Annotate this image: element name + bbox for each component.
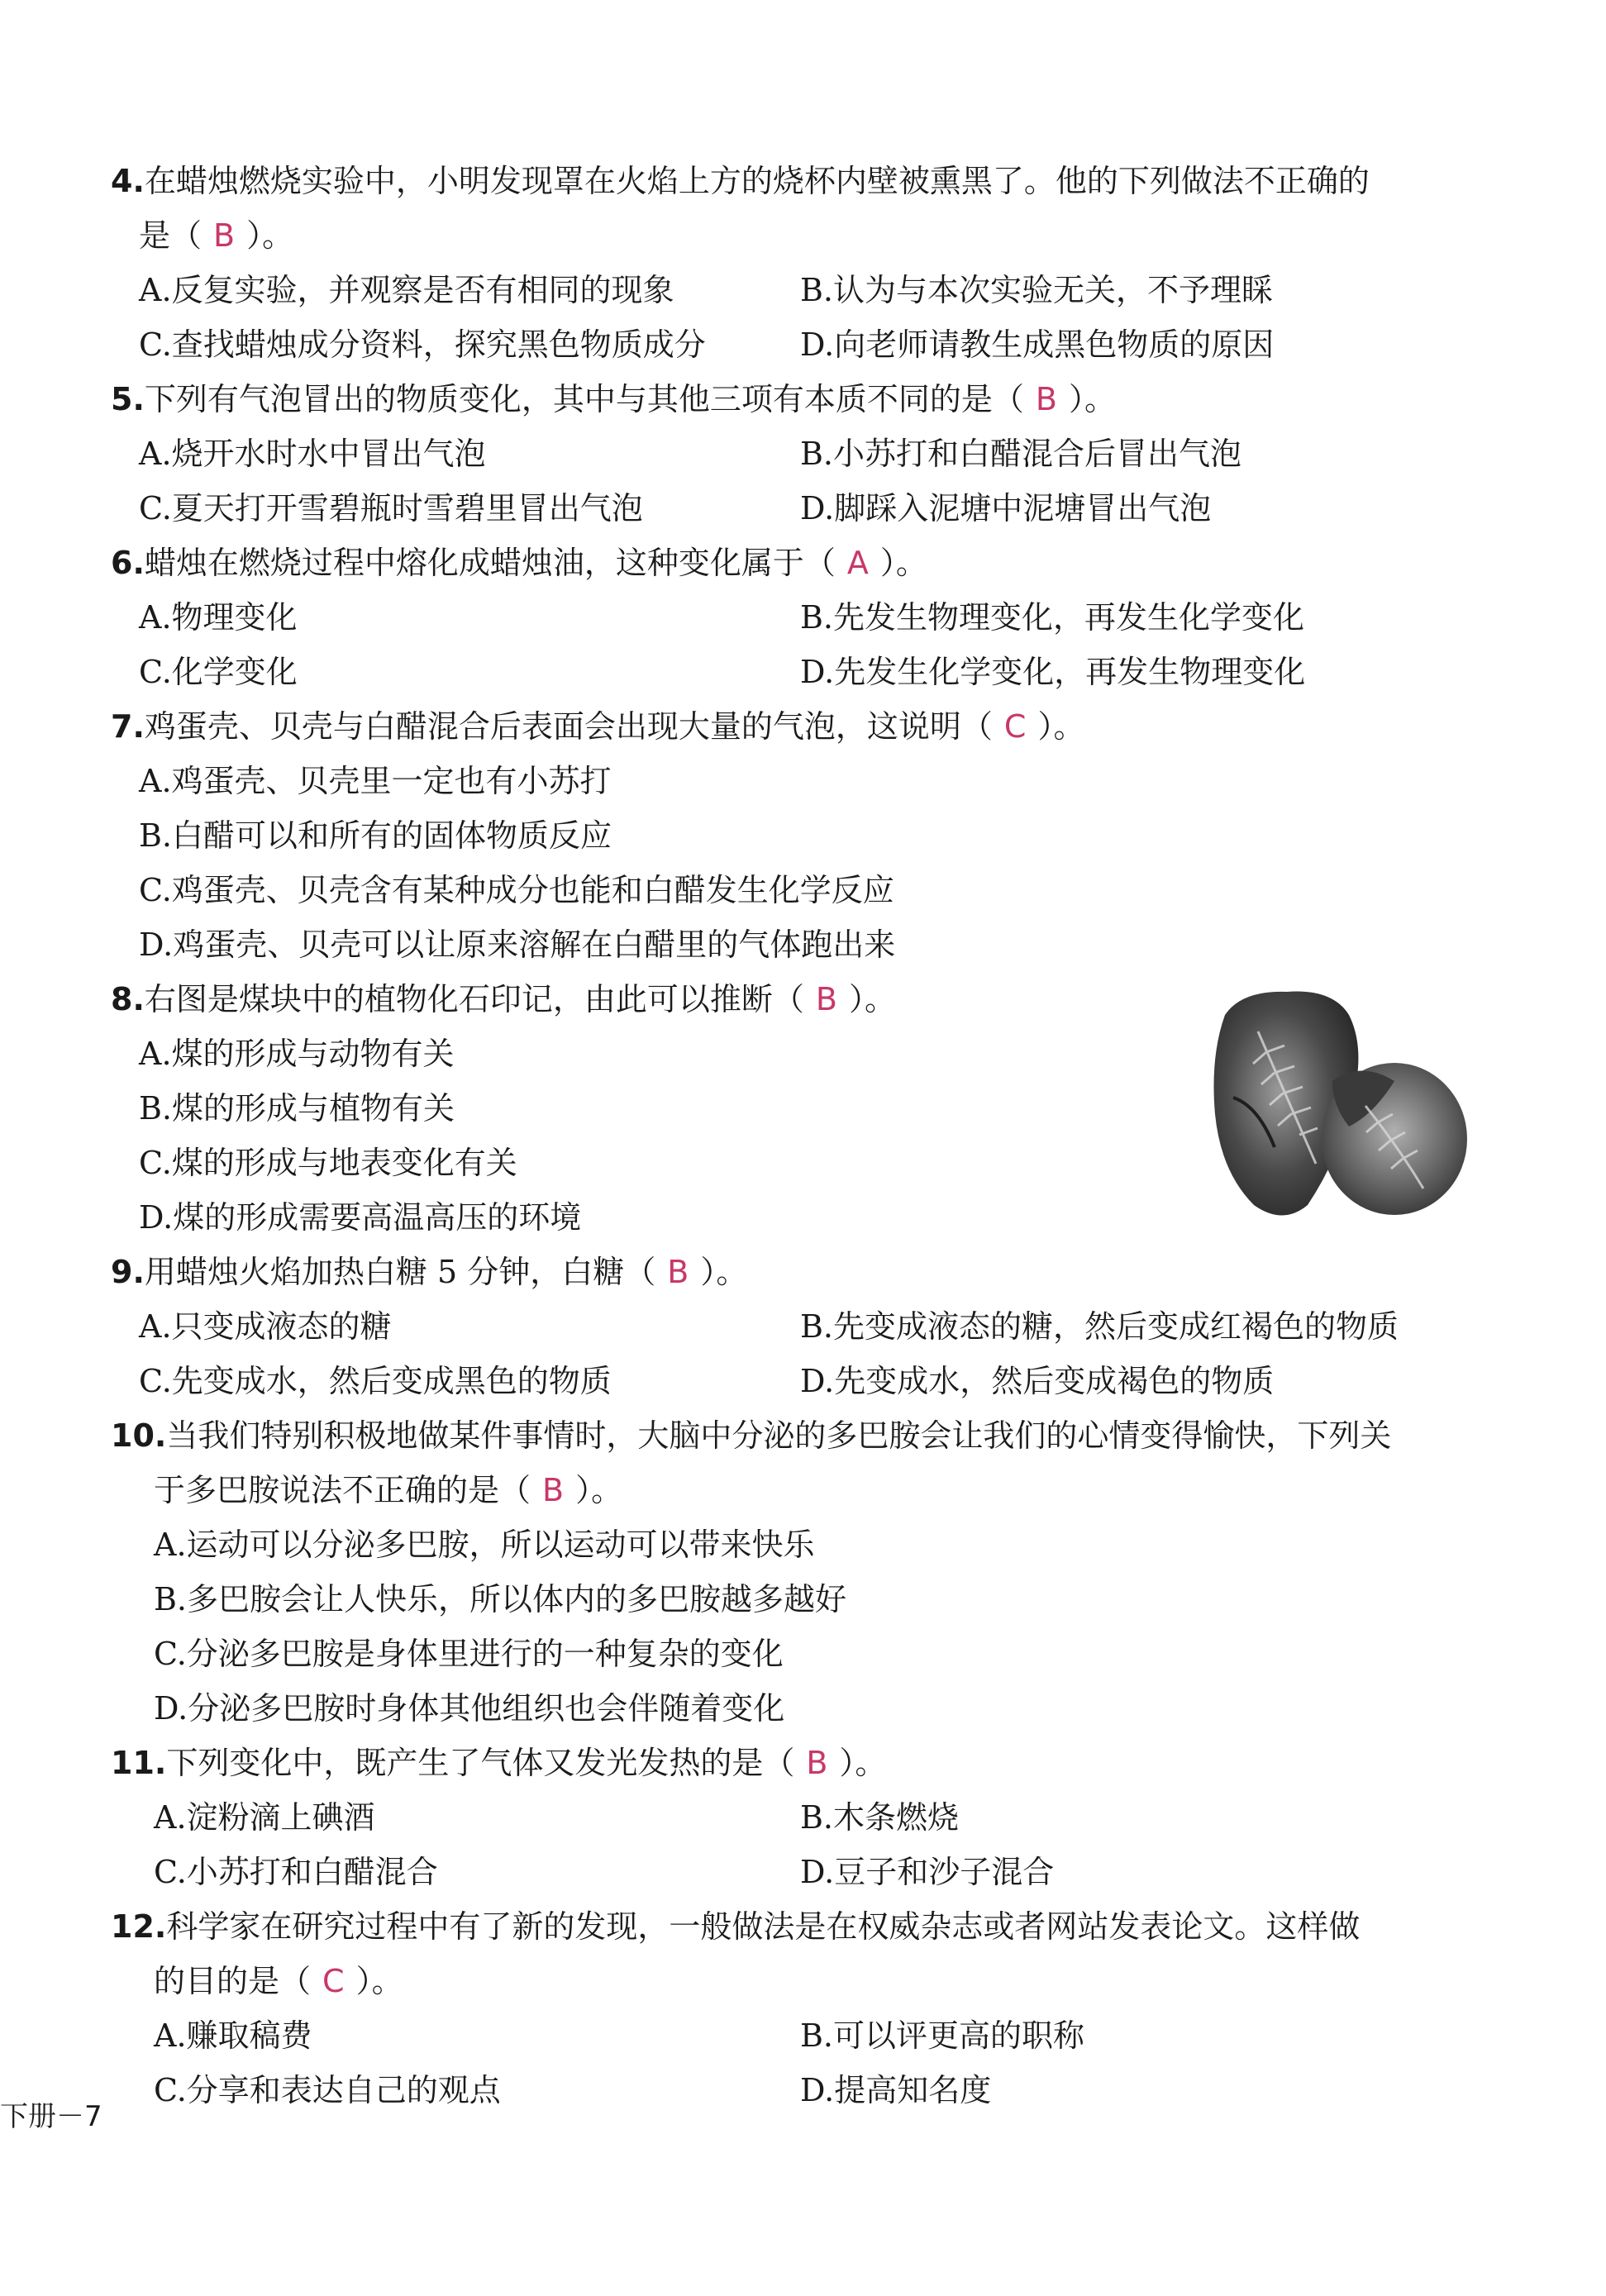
option-d: D.鸡蛋壳、贝壳可以让原来溶解在白醋里的气体跑出来 xyxy=(139,926,896,963)
question-stem-cont: 是（ xyxy=(139,217,203,254)
question-stem-cont: 的目的是（ xyxy=(154,1963,312,1999)
question-stem: 下列有气泡冒出的物质变化，其中与其他三项有本质不同的是（ xyxy=(144,381,1024,417)
question-number: 12. xyxy=(111,1908,167,1945)
question-4 xyxy=(111,154,1466,208)
question-stem: 科学家在研究过程中有了新的发现，一般做法是在权威杂志或者网站发表论文。这样做 xyxy=(166,1908,1361,1945)
bracket-close: ）。 xyxy=(355,1963,403,1999)
coal-fossil-image xyxy=(1208,982,1471,1230)
question-5 xyxy=(111,372,1466,426)
answer-mark: C xyxy=(322,1963,345,1999)
option-b: B.木条燃烧 xyxy=(800,1799,960,1836)
option-c: C.先变成水，然后变成黑色的物质 xyxy=(139,1363,612,1399)
option-a: A.物理变化 xyxy=(139,599,298,636)
option-d: D.先发生化学变化，再发生物理变化 xyxy=(800,654,1306,690)
question-10 xyxy=(111,1408,1466,1463)
question-stem: 蜡烛在燃烧过程中熔化成蜡烛油，这种变化属于（ xyxy=(144,545,836,581)
bracket-close: ）。 xyxy=(879,545,927,581)
question-7 xyxy=(111,699,1466,754)
option-c: C.小苏打和白醋混合 xyxy=(154,1854,438,1890)
option-b: B.认为与本次实验无关，不予理睬 xyxy=(800,272,1274,308)
option-b: B.可以评更高的职称 xyxy=(800,2017,1085,2054)
option-c: C.夏天打开雪碧瓶时雪碧里冒出气泡 xyxy=(139,490,643,526)
question-11 xyxy=(111,1736,1466,1790)
answer-mark: A xyxy=(846,545,869,581)
page-footer: 下册－7 xyxy=(0,2100,102,2133)
bracket-close: ）。 xyxy=(839,1745,887,1781)
question-stem: 下列变化中，既产生了气体又发光发热的是（ xyxy=(166,1745,795,1781)
option-b: B.白醋可以和所有的固体物质反应 xyxy=(139,817,612,854)
question-number: 11. xyxy=(111,1745,167,1781)
question-number: 6. xyxy=(111,545,145,581)
option-a: A.烧开水时水中冒出气泡 xyxy=(139,436,486,472)
question-number: 7. xyxy=(111,708,145,745)
option-b: B.先发生物理变化，再发生化学变化 xyxy=(800,599,1305,636)
option-a: A.只变成液态的糖 xyxy=(139,1308,392,1345)
option-b: B.先变成液态的糖，然后变成红褐色的物质 xyxy=(800,1308,1399,1345)
question-10-line2 xyxy=(111,1463,1466,1517)
answer-mark: B xyxy=(806,1745,828,1781)
answer-mark: B xyxy=(1035,381,1057,417)
option-b: B.煤的形成与植物有关 xyxy=(139,1090,455,1127)
answer-mark: B xyxy=(815,981,837,1017)
bracket-close: ）。 xyxy=(848,981,896,1017)
question-number: 10. xyxy=(111,1417,167,1454)
option-d: D.向老师请教生成黑色物质的原因 xyxy=(800,326,1275,363)
question-6 xyxy=(111,536,1466,590)
option-c: C.煤的形成与地表变化有关 xyxy=(139,1145,517,1181)
question-stem: 用蜡烛火焰加热白糖 5 分钟，白糖（ xyxy=(144,1254,656,1290)
option-d: D.脚踩入泥塘中泥塘冒出气泡 xyxy=(800,490,1212,526)
question-stem: 当我们特别积极地做某件事情时，大脑中分泌的多巴胺会让我们的心情变得愉快，下列关 xyxy=(166,1417,1392,1454)
option-a: A.赚取稿费 xyxy=(154,2017,312,2054)
question-number: 4. xyxy=(111,163,145,199)
option-d: D.豆子和沙子混合 xyxy=(800,1854,1055,1890)
option-c: C.化学变化 xyxy=(139,654,298,690)
question-stem: 鸡蛋壳、贝壳与白醋混合后表面会出现大量的气泡，这说明（ xyxy=(144,708,993,745)
question-number: 9. xyxy=(111,1254,145,1290)
question-stem: 右图是煤块中的植物化石印记，由此可以推断（ xyxy=(144,981,804,1017)
option-a: A.煤的形成与动物有关 xyxy=(139,1036,455,1072)
question-12-line2 xyxy=(111,1954,1466,2008)
bracket-close: ）。 xyxy=(700,1254,748,1290)
question-stem-cont: 于多巴胺说法不正确的是（ xyxy=(154,1472,531,1508)
question-4-line2 xyxy=(111,208,1466,263)
option-c: C.查找蜡烛成分资料，探究黑色物质成分 xyxy=(139,326,706,363)
option-b: B.多巴胺会让人快乐，所以体内的多巴胺越多越好 xyxy=(154,1581,847,1617)
option-d: D.提高知名度 xyxy=(800,2072,992,2108)
question-12 xyxy=(111,1899,1466,1954)
option-a: A.鸡蛋壳、贝壳里一定也有小苏打 xyxy=(139,763,612,799)
option-a: A.运动可以分泌多巴胺，所以运动可以带来快乐 xyxy=(154,1527,815,1563)
option-d: D.分泌多巴胺时身体其他组织也会伴随着变化 xyxy=(154,1690,785,1727)
option-c: C.分泌多巴胺是身体里进行的一种复杂的变化 xyxy=(154,1636,784,1672)
option-a: A.淀粉滴上碘酒 xyxy=(154,1799,375,1836)
question-9 xyxy=(111,1245,1466,1299)
answer-mark: B xyxy=(213,217,236,254)
bracket-close: ）。 xyxy=(246,217,294,254)
answer-mark: B xyxy=(667,1254,689,1290)
answer-mark: B xyxy=(542,1472,565,1508)
option-c: C.分享和表达自己的观点 xyxy=(154,2072,501,2108)
option-d: D.煤的形成需要高温高压的环境 xyxy=(139,1199,582,1236)
question-stem: 在蜡烛燃烧实验中，小明发现罩在火焰上方的烧杯内壁被熏黑了。他的下列做法不正确的 xyxy=(144,163,1370,199)
option-d: D.先变成水，然后变成褐色的物质 xyxy=(800,1363,1275,1399)
option-a: A.反复实验，并观察是否有相同的现象 xyxy=(139,272,674,308)
question-number: 5. xyxy=(111,381,145,417)
option-b: B.小苏打和白醋混合后冒出气泡 xyxy=(800,436,1242,472)
question-number: 8. xyxy=(111,981,145,1017)
bracket-close: ）。 xyxy=(1068,381,1116,417)
bracket-close: ）。 xyxy=(575,1472,623,1508)
bracket-close: ）。 xyxy=(1037,708,1085,745)
answer-mark: C xyxy=(1003,708,1027,745)
option-c: C.鸡蛋壳、贝壳含有某种成分也能和白醋发生化学反应 xyxy=(139,872,894,908)
